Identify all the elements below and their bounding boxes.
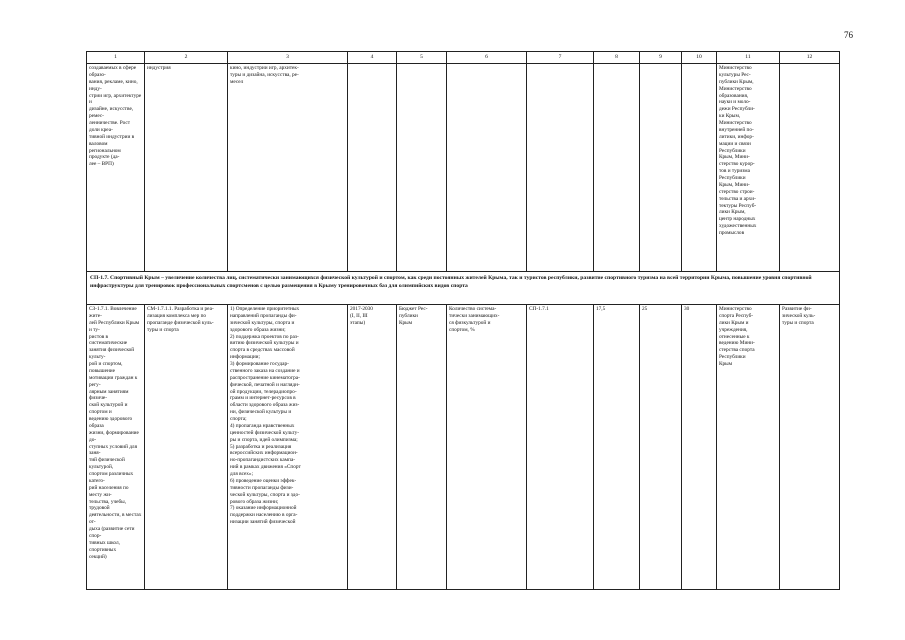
- period-cell: 2017-2030 (I, II, III этапы): [348, 305, 397, 590]
- responsible-cell: Министерство спорта Респуб- лики Крым и учреждения, отнесенные к ведению Мини- стерства спорта Республики Крым: [717, 305, 780, 590]
- page-number: 76: [844, 30, 853, 40]
- value-cell: 30: [682, 305, 717, 590]
- table-row: [87, 305, 840, 590]
- funding-cell: Бюджет Рес- публики Крым: [397, 305, 447, 590]
- empty-cell: [527, 64, 594, 272]
- tasks-cell: 1) Определение приоритетных направлений пропаганды фи- зической культуры, спорта и здорового образа жизни; 2) поддержка проектов по раз- витию физической культуры и спорта в средствах массовой информации; 3) формирование государ- ственного заказа на создание и распространение кинематогра- фической, печатной и наглядн- ой продукции, телерадиопро- грамм и интернет-ресурсов в области здорового образа жиз- ни, физической культуры и спорта; 4) пропаганда нравственных ценностей физической культу- ры и спорта, идей олимпизма; 5) разработка и реализация всероссийских информацион- но-пропагандистских кампа- ний в рамках движения «Спорт для всех»; 6) проведение оценки эффек- тивности пропаганды физи- ческой культуры, спорта и здо- рового образа жизни; 7) оказание информационной поддержки населению в орга- низации занятий физической: [228, 305, 348, 590]
- header-row: [87, 52, 840, 64]
- column-header: 4: [348, 52, 397, 64]
- strategy-table: [86, 51, 840, 590]
- empty-cell: [780, 64, 840, 272]
- code-cell: СП-1.7.1: [527, 305, 594, 590]
- result-cell: Развитие фи- зической куль- туры и спорта: [780, 305, 840, 590]
- empty-cell: [348, 64, 397, 272]
- empty-cell: [682, 64, 717, 272]
- measure-cell: СМ-1.7.1.1. Разработка и реа- лизация комплекса мер по пропаганде физической куль- туры и спорта: [145, 305, 228, 590]
- responsible-cell: Министерство культуры Рес- публики Крым, Министерство образования, науки и моло- дежи Республи- ки Крым, Министерство внутренней по- литики, инфор- мации и связи Республики Крым, Мини- стерство курор- тов и туризма Республики Крым, Мини- стерство строи- тельства и архи- тектуры Респуб- лики Крым, центр народных художественных промыслов: [717, 64, 780, 272]
- empty-cell: [447, 64, 527, 272]
- section-heading: СП-1.7. Спортивный Крым – увеличение количества лиц, систематически занимающихся физической культурой и спортом, как среди постоянных жителей Крыма, так и туристов республики, развитие спортивного туризма на всей территории Крыма, повышение уровня спортивной инфраструктуры для тренировок профессиональных спортсменов с целью размещения в Крыму тренировочных баз для олимпийских видов спорта: [87, 272, 840, 305]
- column-header: 2: [145, 52, 228, 64]
- column-header: 11: [717, 52, 780, 64]
- column-header: 10: [682, 52, 717, 64]
- table-row: [87, 64, 840, 272]
- indicator-cell: Количество система- тически занимающих- ся физкультурой и спортом, %: [447, 305, 527, 590]
- measure-cell: индустрия: [145, 64, 228, 272]
- goal-cell: создаваемых в сфере образо- вания, рекламе, кино, инду- стрии игр, архитектуре и дизайне, искусстве, ремес- ленничестве. Рост доли креа- тивной индустрии в валовом региональном продукте (да- лее – ВРП): [87, 64, 145, 272]
- value-cell: 17,5: [594, 305, 640, 590]
- tasks-cell: кино, индустрии игр, архитек- туры и дизайна, искусства, ре- месел: [228, 64, 348, 272]
- column-header: 6: [447, 52, 527, 64]
- empty-cell: [594, 64, 640, 272]
- column-header: 5: [397, 52, 447, 64]
- section-row: [87, 272, 840, 305]
- column-header: 3: [228, 52, 348, 64]
- empty-cell: [640, 64, 682, 272]
- value-cell: 25: [640, 305, 682, 590]
- column-header: 8: [594, 52, 640, 64]
- goal-cell: СЗ-1.7.1. Вовлечение жите- лей Республики Крым и ту- ристов в систематические занятия физической культу- рой и спортом, повышение мотивации граждан к регу- лярным занятиям физиче- ской культурой и спортом и ведению здорового образа жизни, формирование до- ступных условий для заня- тий физической культурой, спортом различных катего- рий населения по месту жи- тельства, учебы, трудовой деятельности, в местах от- дыха (развитие сети спор- тивных школ, спортивных секций): [87, 305, 145, 590]
- empty-cell: [397, 64, 447, 272]
- column-header: 9: [640, 52, 682, 64]
- column-header: 1: [87, 52, 145, 64]
- column-header: 7: [527, 52, 594, 64]
- column-header: 12: [780, 52, 840, 64]
